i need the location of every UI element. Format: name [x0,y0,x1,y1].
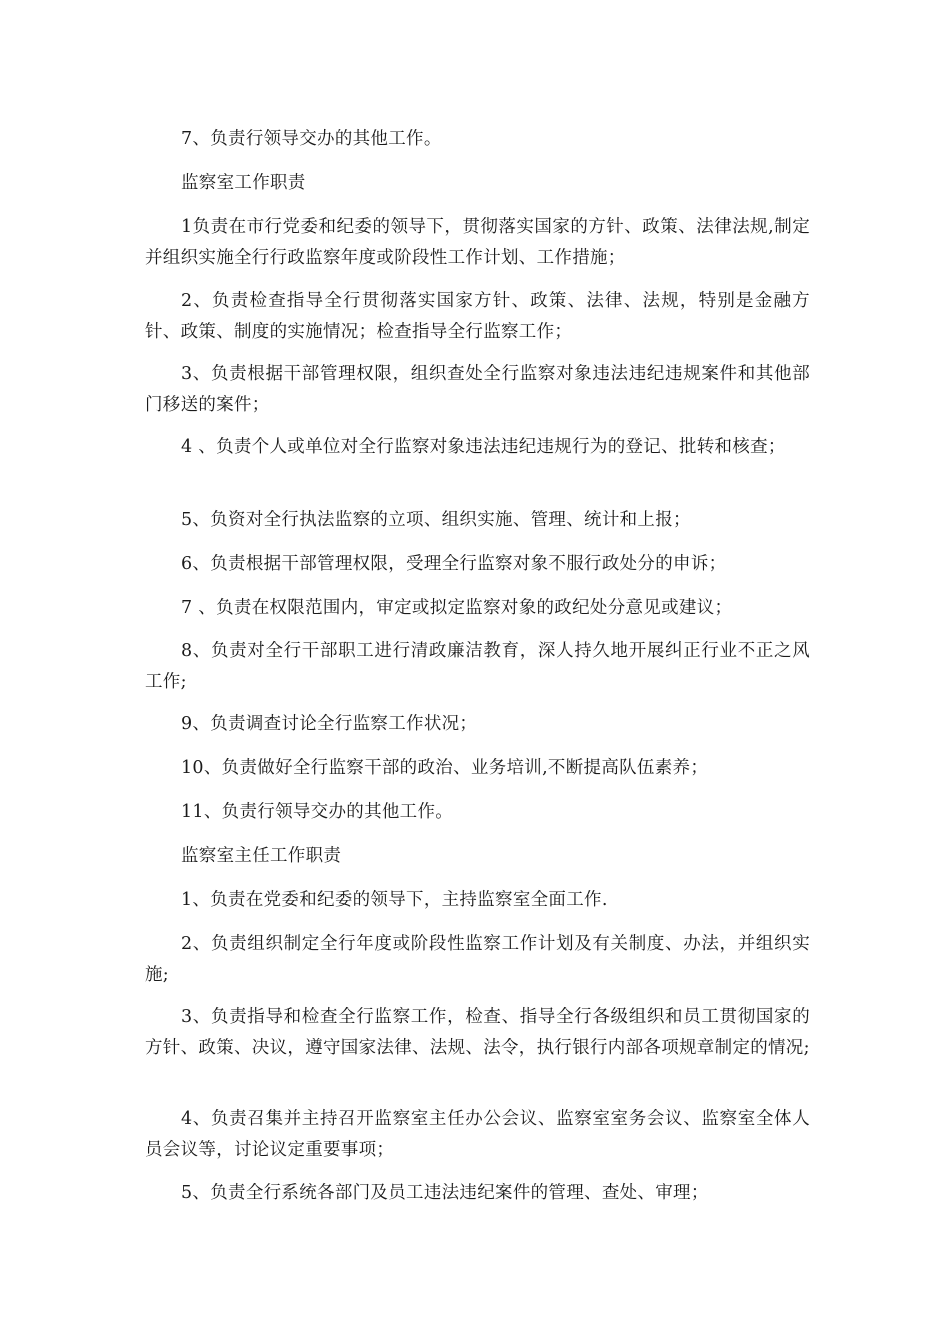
paragraph-18: 4、负责召集并主持召开监察室主任办公会议、监察室室务会议、监察室全体人员会议等，讨论议定重要事项； [145,1109,810,1160]
paragraph-13: 11、负责行领导交办的其他工作。 [181,802,454,822]
paragraph-8: 6、负责根据干部管理权限，受理全行监察对象不服行政处分的申诉； [181,554,727,574]
paragraph-7: 5、负资对全行执法监察的立项、组织实施、管理、统计和上报； [181,510,691,530]
paragraph-9: 7 、负责在权限范围内，审定或拟定监察对象的政纪处分意见或建议； [181,598,733,618]
paragraph-4: 2、负责检查指导全行贯彻落实国家方针、政策、法律、法规，特别是金融方针、政策、制度的实施情况；检查指导全行监察工作； [145,291,810,342]
paragraph-5: 3、负责根据干部管理权限，组织查处全行监察对象违法违纪违规案件和其他部门移送的案件； [145,364,810,415]
paragraph-10: 8、负责对全行干部职工进行清政廉洁教育，深人持久地开展纠正行业不正之风工作; [145,641,810,692]
paragraph-19: 5、负责全行系统各部门及员工违法违纪案件的管理、查处、审理； [181,1183,709,1203]
paragraph-1: 7、负责行领导交办的其他工作。 [181,129,442,149]
paragraph-16: 2、负责组织制定全行年度或阶段性监察工作计划及有关制度、办法，并组织实施; [145,934,810,985]
paragraph-3: 1负责在市行党委和纪委的领导下，贯彻落实国家的方针、政策、法律法规,制定并组织实施全行行政监察年度或阶段性工作计划、工作措施； [145,217,810,268]
paragraph-11: 9、负责调查讨论全行监察工作状况； [181,714,478,734]
section-heading-office-duties: 监察室工作职责 [181,173,306,193]
paragraph-15: 1、负责在党委和纪委的领导下，主持监察室全面工作. [181,890,608,910]
paragraph-6: 4 、负责个人或单位对全行监察对象违法违纪违规行为的登记、批转和核查； [181,437,786,457]
paragraph-17: 3、负责指导和检查全行监察工作，检查、指导全行各级组织和员工贯彻国家的方针、政策、决议，遵守国家法律、法规、法令，执行银行内部各项规章制定的情况; [145,1007,810,1058]
paragraph-12: 10、负责做好全行监察干部的政治、业务培训,不断提高队伍素养； [181,758,709,778]
section-heading-director-duties: 监察室主任工作职责 [181,846,342,866]
